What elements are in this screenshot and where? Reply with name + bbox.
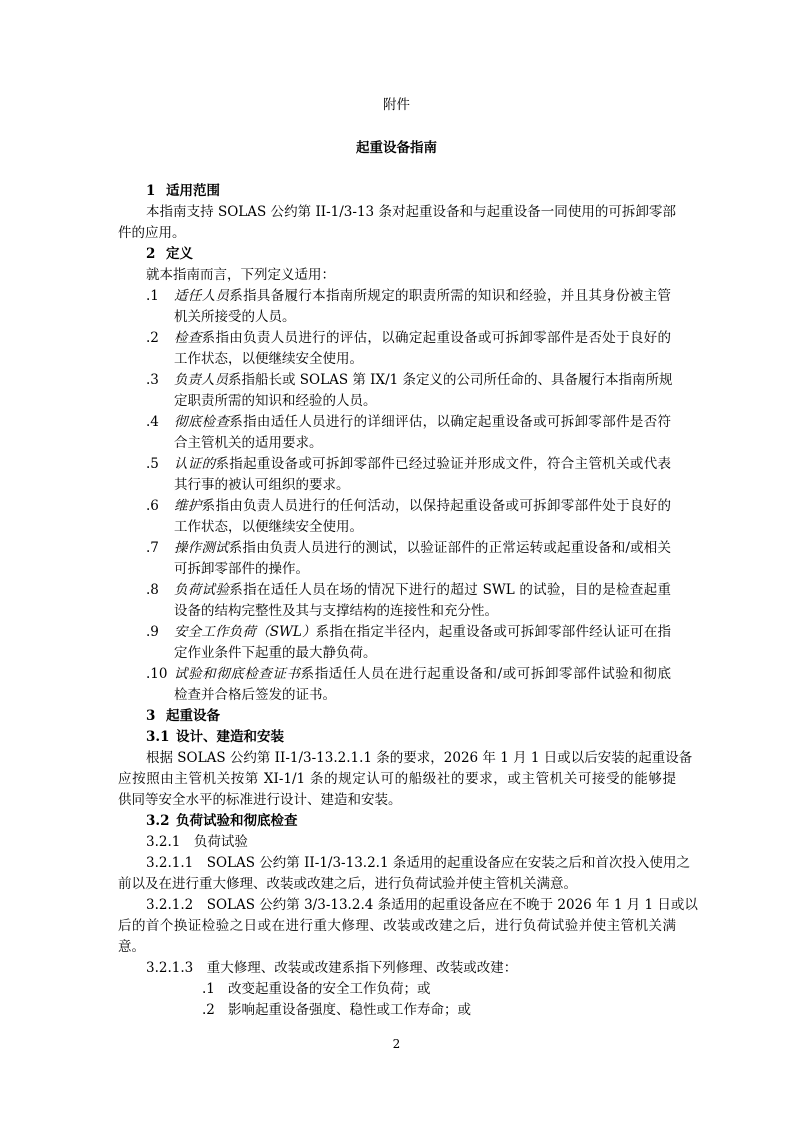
section-2-heading [146, 246, 193, 262]
definition-number: .2 [146, 330, 159, 346]
document-title: 起重设备指南 [356, 140, 437, 156]
definition-line-1 [174, 414, 671, 430]
section-2-intro: 就本指南而言，下列定义适用： [146, 267, 335, 283]
definition-line-1 [174, 498, 671, 514]
para-3-2-1-2-line-3: 意。 [118, 939, 145, 955]
section-2-title: 定义 [166, 246, 193, 262]
list-item [202, 981, 431, 997]
section-3-2-number: 3.2 [146, 813, 170, 829]
list-item-text: 改变起重设备的安全工作负荷；或 [228, 981, 431, 997]
list-item-number: .1 [202, 981, 215, 997]
definition-line-1 [174, 330, 671, 346]
definition-text: 系指由负责人员进行的测试，以验证部件的正常运转或起重设备和/或相关 [228, 540, 671, 556]
definition-line-2: 工作状态，以便继续安全使用。 [174, 351, 363, 367]
section-1-text-line-2: 件的应用。 [118, 225, 186, 241]
definition-text: 系指起重设备或可拆卸零部件已经过验证并形成文件，符合主管机关或代表 [215, 456, 672, 472]
annex-label: 附件 [383, 97, 410, 113]
section-3-1-line-1: 根据 SOLAS 公约第 II-1/3-13.2.1.1 条的要求，2026 年 1 月 1 日或以后安装的起重设备 [146, 750, 693, 766]
section-3-heading [146, 708, 220, 724]
section-3-number: 3 [146, 708, 156, 724]
para-3-2-1-3: 3.2.1.3 重大修理、改装或改建系指下列修理、改装或改建： [146, 960, 518, 976]
page-number: 2 [392, 1037, 401, 1051]
definition-line-2: 定职责所需的知识和经验的人员。 [174, 393, 377, 409]
definition-line-1 [174, 624, 671, 640]
definition-number: .9 [146, 624, 159, 640]
section-3-2-1-heading: 3.2.1 负荷试验 [146, 834, 248, 850]
definition-term: 安全工作负荷（SWL） [174, 624, 316, 640]
para-3-2-1-1-line-1: 3.2.1.1 SOLAS 公约第 II-1/3-13.2.1 条适用的起重设备应在安装之后和首次投入使用之 [146, 855, 690, 871]
definition-text: 系指在适任人员在场的情况下进行的超过 SWL 的试验，目的是检查起重 [229, 582, 672, 598]
definition-text: 系指在指定半径内，起重设备或可拆卸零部件经认证可在指 [315, 624, 671, 640]
section-3-title: 起重设备 [166, 708, 220, 724]
list-item-number: .2 [202, 1002, 215, 1018]
definition-text: 系指适任人员在进行起重设备和/或可拆卸零部件试验和彻底 [300, 666, 671, 682]
definition-number: .1 [146, 288, 159, 304]
definition-line-1 [174, 540, 671, 556]
definition-text: 系指船长或 SOLAS 第 IX/1 条定义的公司所任命的、具备履行本指南所规 [228, 372, 673, 388]
definition-number: .3 [146, 372, 159, 388]
definition-line-2: 检查并合格后签发的证书。 [174, 687, 336, 703]
definition-term: 检查 [174, 330, 202, 346]
list-item [202, 1002, 471, 1018]
section-1-number: 1 [146, 183, 156, 199]
definition-term: 负责人员 [174, 372, 228, 388]
para-3-2-1-2-line-2: 后的首个换证检验之日或在进行重大修理、改装或改建之后，进行负荷试验并使主管机关满 [118, 918, 676, 934]
definition-line-1 [174, 456, 671, 472]
definition-line-1 [174, 666, 671, 682]
definition-term: 认证的 [174, 456, 216, 472]
definition-number: .6 [146, 498, 159, 514]
section-3-2-title: 负荷试验和彻底检查 [176, 813, 298, 829]
definition-line-2: 其行事的被认可组织的要求。 [174, 477, 350, 493]
definition-text: 系指由适任人员进行的详细评估，以确定起重设备或可拆卸零部件是否符 [229, 414, 672, 430]
para-3-2-1-1-line-2: 前以及在进行重大修理、改装或改建之后，进行负荷试验并使主管机关满意。 [118, 876, 577, 892]
definition-number: .8 [146, 582, 159, 598]
definition-line-2: 合主管机关的适用要求。 [174, 435, 323, 451]
definition-number: .10 [146, 666, 168, 682]
definition-line-1 [174, 582, 671, 598]
section-1-text-line-1: 本指南支持 SOLAS 公约第 II-1/3-13 条对起重设备和与起重设备一同使用的可拆卸零部 [146, 204, 676, 220]
section-3-2-heading [146, 813, 298, 829]
definition-line-1 [174, 372, 671, 388]
definition-term: 彻底检查 [174, 414, 230, 430]
definition-term: 负荷试验 [174, 582, 230, 598]
section-3-1-number: 3.1 [146, 729, 170, 745]
section-1-heading [146, 183, 220, 199]
definition-term: 试验和彻底检查证书 [174, 666, 301, 682]
definition-number: .7 [146, 540, 159, 556]
definition-text: 系指具备履行本指南所规定的职责所需的知识和经验，并且其身份被主管 [229, 288, 672, 304]
definition-text: 系指由负责人员进行的评估，以确定起重设备或可拆卸零部件是否处于良好的 [201, 330, 672, 346]
section-3-1-heading [146, 729, 284, 745]
section-1-title: 适用范围 [166, 183, 220, 199]
definition-line-1 [174, 288, 671, 304]
section-2-number: 2 [146, 246, 156, 262]
definition-term: 适任人员 [174, 288, 230, 304]
definition-number: .4 [146, 414, 159, 430]
definition-number: .5 [146, 456, 159, 472]
definition-line-2: 工作状态，以便继续安全使用。 [174, 519, 363, 535]
list-item-text: 影响起重设备强度、稳性或工作寿命；或 [228, 1002, 471, 1018]
para-3-2-1-2-line-1: 3.2.1.2 SOLAS 公约第 3/3-13.2.4 条适用的起重设备应在不晚于 2026 年 1 月 1 日或以 [146, 897, 698, 913]
definition-term: 操作测试 [174, 540, 229, 556]
definition-line-2: 可拆卸零部件的操作。 [174, 561, 309, 577]
definition-term: 维护 [174, 498, 202, 514]
section-3-1-line-3: 供同等安全水平的标准进行设计、建造和安装。 [118, 792, 402, 808]
definition-line-2: 定作业条件下起重的最大静负荷。 [174, 645, 377, 661]
definition-text: 系指由负责人员进行的任何活动，以保持起重设备或可拆卸零部件处于良好的 [201, 498, 672, 514]
section-3-1-line-2: 应按照由主管机关按第 XI-1/1 条的规定认可的船级社的要求，或主管机关可接受的能够提 [118, 771, 676, 787]
definition-line-2: 机关所接受的人员。 [174, 309, 296, 325]
section-3-1-title: 设计、建造和安装 [176, 729, 284, 745]
definition-line-2: 设备的结构完整性及其与支撑结构的连接性和充分性。 [174, 603, 498, 619]
